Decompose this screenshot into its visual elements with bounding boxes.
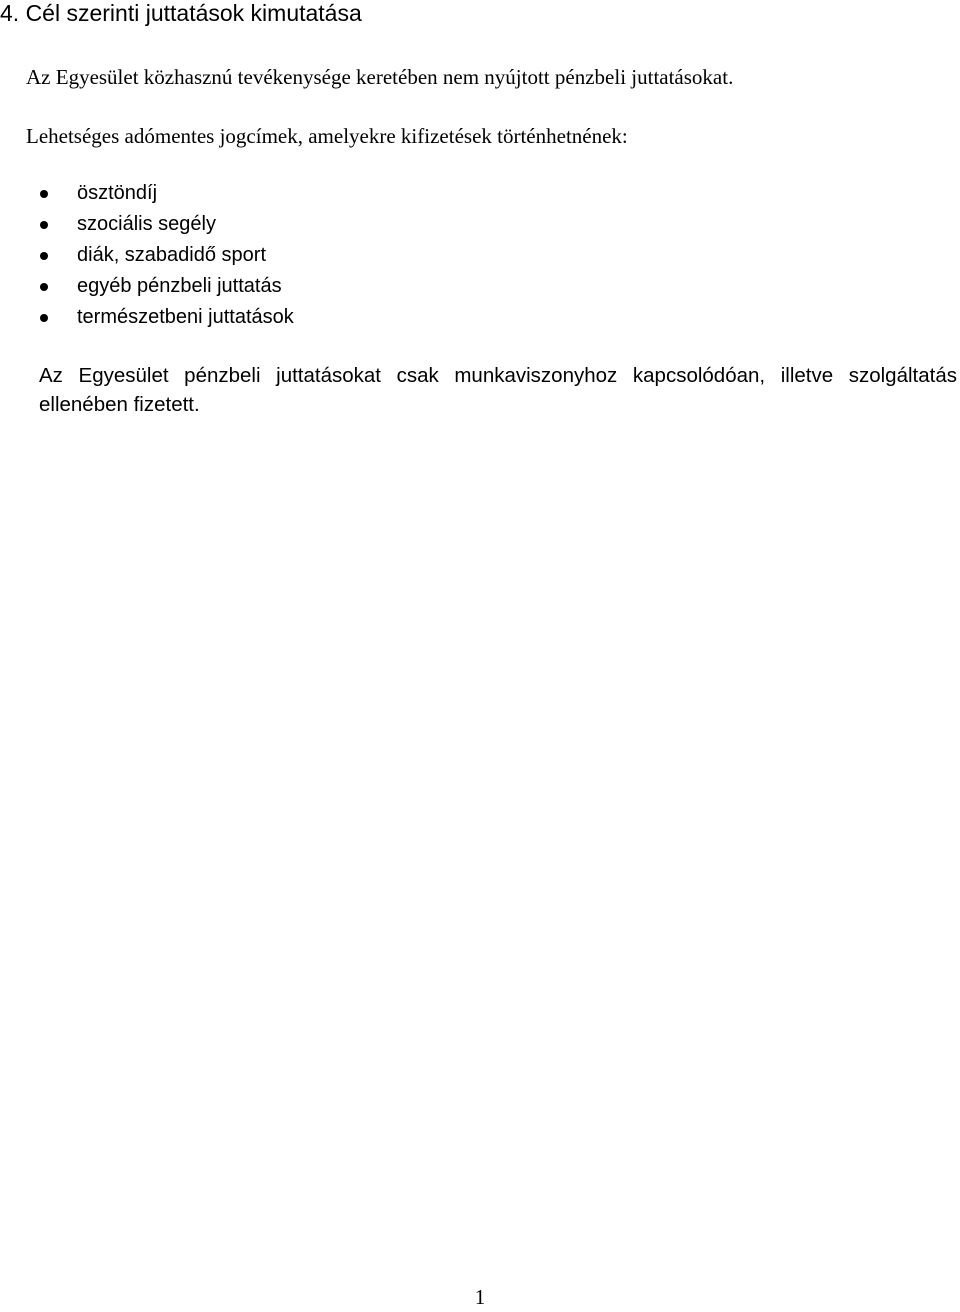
list-item-text: természetbeni juttatások	[77, 306, 294, 328]
section-heading: 4. Cél szerinti juttatások kimutatása	[0, 0, 362, 26]
list-item-text: szociális segély	[77, 213, 216, 235]
page-number: 1	[474, 1285, 486, 1309]
list-item-text: diák, szabadidő sport	[77, 244, 267, 266]
list-item-text: egyéb pénzbeli juttatás	[77, 275, 282, 297]
bullet-icon	[40, 252, 48, 260]
bullet-icon	[40, 283, 48, 291]
intro-paragraph	[26, 62, 926, 92]
bullet-icon	[40, 221, 48, 229]
closing-paragraph: Az Egyesület pénzbeli juttatásokat csak munkaviszonyhoz kapcsolódóan, illetve szolgáltatás ellenében fizetett.	[39, 364, 957, 416]
bullet-icon	[40, 190, 48, 198]
bullet-icon	[40, 314, 48, 322]
lead-in-text: Lehetséges adómentes jogcímek, amelyekre kifizetések történhetnének:	[26, 124, 628, 148]
intro-text: Az Egyesület közhasznú tevékenysége keretében nem nyújtott pénzbeli juttatásokat.	[26, 65, 734, 89]
list-item-text: ösztöndíj	[77, 182, 158, 204]
